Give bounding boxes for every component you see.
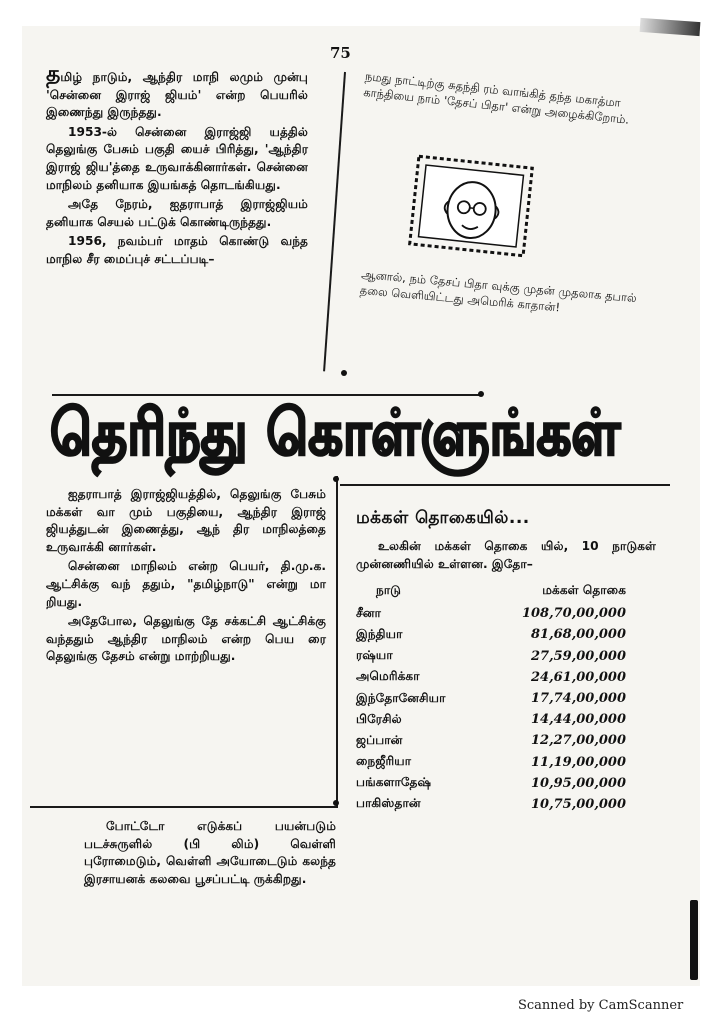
population-cell: 11,19,00,000 <box>531 754 626 770</box>
table-row <box>356 730 626 751</box>
divider-horizontal-left <box>30 806 338 808</box>
table-row <box>356 709 626 730</box>
population-section <box>356 508 656 815</box>
scanner-watermark: Scanned by CamScanner <box>518 998 684 1013</box>
table-row <box>356 688 626 709</box>
population-cell: 108,70,00,000 <box>521 606 626 622</box>
country-cell: சீனா <box>356 605 381 620</box>
population-table-header <box>356 581 626 603</box>
divider-dot <box>341 370 347 376</box>
table-row <box>356 794 626 815</box>
header-country: நாடு <box>376 583 402 598</box>
photo-film-article <box>84 818 336 890</box>
population-cell: 10,75,00,000 <box>531 796 626 812</box>
country-cell: இந்தியா <box>356 626 403 641</box>
table-row <box>356 603 626 624</box>
intro-paragraph-4: 1956, நவம்பர் மாதம் கொண்டு வந்த மாநில சீர மைப்புச் சட்டப்படி– <box>46 234 308 266</box>
country-cell: பாகிஸ்தான் <box>356 796 421 811</box>
intro-paragraph-3: அதே நேரம், ஐதராபாத் இராஜ்ஜியம் தனியாக செயல் பட்டுக் கொண்டிருந்தது. <box>46 197 308 229</box>
andhra-paragraph-2: சென்னை மாநிலம் என்ற பெயர், தி.மு.க. ஆட்சிக்கு வந் ததும், "தமிழ்நாடு" என்று மா றியது. <box>46 559 326 609</box>
scan-edge-shadow <box>690 900 698 980</box>
table-row <box>356 773 626 794</box>
andhra-article <box>46 486 326 668</box>
intro-paragraph-1: மிழ் நாடும், ஆந்திர மாநி லமும் முன்பு 'சென்னை இராஜ் ஜியம்' என்ற பெயரில் இணைந்து இருந்தது. <box>46 70 308 120</box>
country-cell: ரஷ்யா <box>356 648 393 663</box>
divider-horizontal-right <box>340 484 670 486</box>
population-cell: 81,68,00,000 <box>531 627 626 643</box>
table-row <box>356 624 626 645</box>
population-cell: 12,27,00,000 <box>531 733 626 749</box>
divider-dot <box>333 800 339 806</box>
gandhi-text: நமது நாட்டிற்கு சுதந்தி ரம் வாங்கித் தந்த மகாத்மா காந்தியை நாம் 'தேசப் பிதா' என்று அழைக்கிறோம். <box>362 68 630 127</box>
gandhi-after-text: ஆனால், நம் தேசப் பிதா வுக்கு முதன் முதலாக தபால் தலை வெளியிட்டது அமெரிக் காதான்! <box>359 266 638 315</box>
country-cell: பங்களாதேஷ் <box>356 775 432 790</box>
table-row <box>356 752 626 773</box>
population-cell: 17,74,00,000 <box>531 691 626 707</box>
page-number: 75 <box>330 44 351 62</box>
andhra-paragraph-1: ஐதராபாத் இராஜ்ஜியத்தில், தெலுங்கு பேசும் மக்கள் வா மும் பகுதியை, ஆந்திர இராஜ் ஜியத்துடன் இணைத்து, ஆந் திர மாநிலத்தை உருவாக்கி னார்கள். <box>46 487 326 554</box>
population-cell: 24,61,00,000 <box>531 669 626 685</box>
divider-vertical-middle <box>336 476 338 806</box>
table-row <box>356 667 626 688</box>
drop-cap: த <box>46 62 61 87</box>
gandhi-stamp-illustration <box>408 154 535 258</box>
population-cell: 27,59,00,000 <box>531 648 626 664</box>
country-cell: நைஜீரியா <box>356 754 412 769</box>
country-cell: ஜப்பான் <box>356 732 403 747</box>
population-cell: 10,95,00,000 <box>531 775 626 791</box>
intro-article <box>46 62 308 271</box>
table-row <box>356 646 626 667</box>
intro-paragraph-2: 1953-ல் சென்னை இராஜ்ஜி யத்தில் தெலுங்கு பேசும் பகுதி யைச் பிரித்து, 'ஆந்திர இராஜ் ஜிய'த்தை உருவாக்கினார்கள். சென்னை மாநிலம் தனியாக இயங்கத் தொடங்கியது. <box>46 124 308 192</box>
andhra-paragraph-3: அதேபோல, தெலுங்கு தே சக்கட்சி ஆட்சிக்கு வந்ததும் ஆந்திர மாநிலம் என்ற பெய ரை தெலுங்கு தேசம் என்று மாற்றியது. <box>46 614 326 664</box>
photo-paragraph: போட்டோ எடுக்கப் பயன்படும் படச்சுருளில் (பி லிம்) வெள்ளி புரோமைடும், வெள்ளி அயோடைடும் கலந்த இரசாயனக் கலவை பூசப்பட்டி ருக்கிறது. <box>84 819 336 886</box>
country-cell: அமெரிக்கா <box>356 669 420 684</box>
population-table <box>356 581 626 815</box>
population-intro: உலகின் மக்கள் தொகை யில், 10 நாடுகள் முன்னணியில் உள்ளன. இதோ– <box>356 539 656 571</box>
header-population: மக்கள் தொகை <box>542 583 626 598</box>
headline <box>40 384 705 484</box>
country-cell: இந்தோனேசியா <box>356 690 446 705</box>
headline-text: தெரிந்து கொள்ளுங்கள் <box>50 396 705 469</box>
country-cell: பிரேசில் <box>356 711 402 726</box>
population-title: மக்கள் தொகையில்... <box>356 508 530 528</box>
population-cell: 14,44,00,000 <box>531 712 626 728</box>
